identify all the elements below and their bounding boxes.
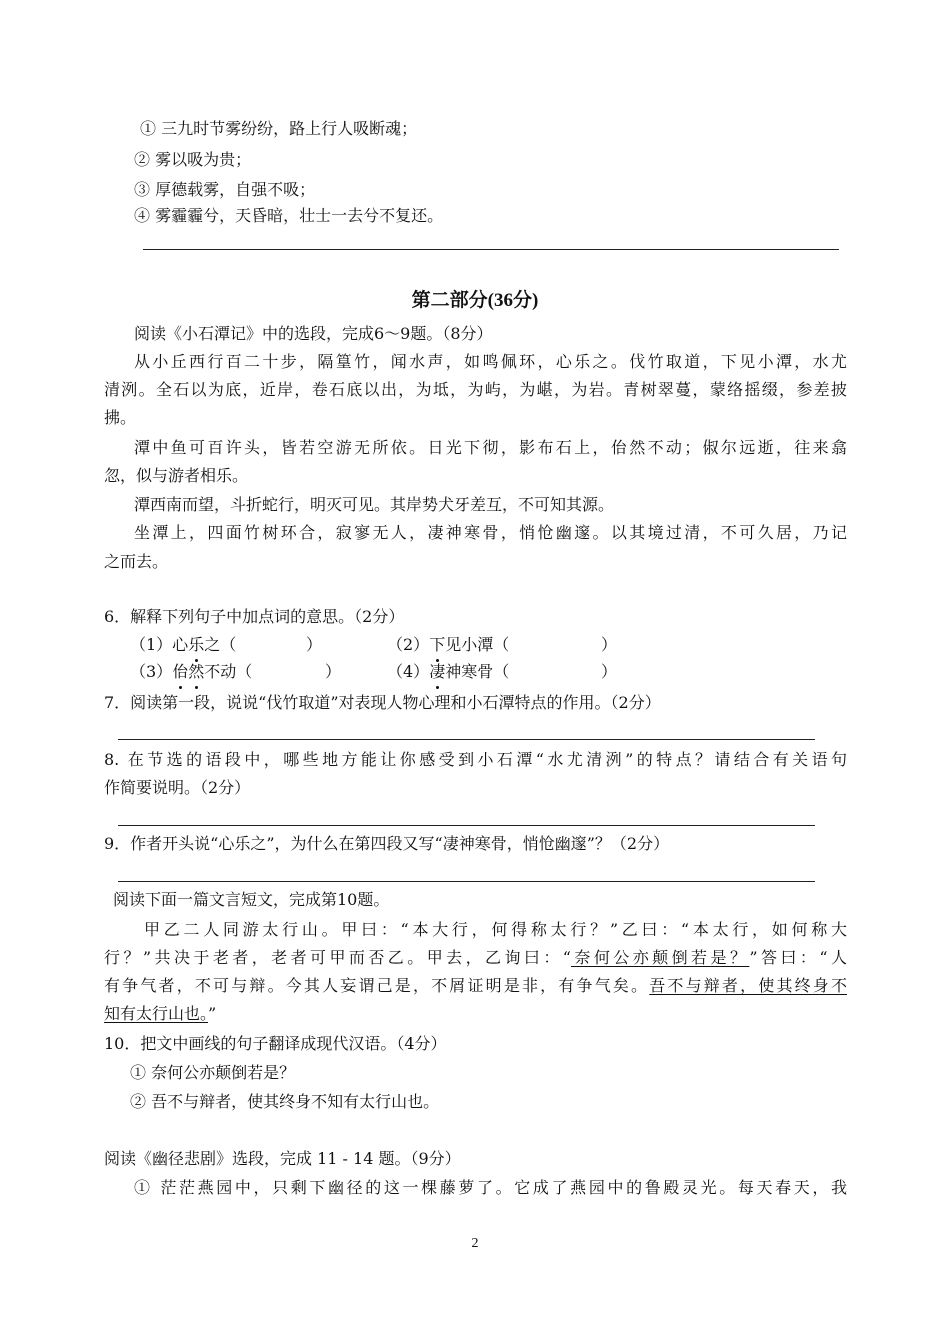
- passage-line: 潭西南而望，斗折蛇行，明灭可见。其岸势犬牙差互，不可知其源。: [134, 495, 615, 514]
- passage-line: 之而去。: [104, 552, 169, 571]
- question-8: 8. 在节选的语段中，哪些地方能让你感受到小石潭“水尤清洌”的特点？请结合有关语句: [104, 750, 847, 769]
- question-9: 9．作者开头说“心乐之”，为什么在第四段又写“凄神寒骨，悄怆幽邃”？（2分）: [104, 834, 670, 853]
- option-3: ③ 厚德载雾，自强不吸；: [134, 180, 316, 199]
- passage-line: 拂。: [104, 408, 137, 427]
- q10-sentence-1: ① 奈何公亦颠倒若是？: [130, 1063, 296, 1082]
- question-8-cont: 作简要说明。（2分）: [104, 778, 251, 797]
- passage-line: 潭中鱼可百许头，皆若空游无所依。日光下彻，影布石上，佁然不动；俶尔远逝，往来翕: [134, 438, 847, 457]
- q6-item-1: （1）心乐之（: [130, 635, 237, 654]
- passage-line: ① 茫茫燕园中，只剩下幽径的这一棵藤萝了。它成了燕园中的鲁殿灵光。每天春天，我: [134, 1178, 847, 1197]
- option-1: ① 三九时节雾纷纷，路上行人吸断魂；: [140, 119, 418, 138]
- q6-item-4: （4）凄神寒骨（: [387, 662, 510, 681]
- passage-line: 坐潭上，四面竹树环合，寂寥无人，凄神寒骨，悄怆幽邃。以其境过清，不可久居，乃记: [134, 523, 847, 542]
- q10-sentence-2: ② 吾不与辩者，使其终身不知有太行山也。: [130, 1092, 440, 1111]
- page-number: 2: [471, 1236, 479, 1251]
- q6-item-4-close: ）: [601, 662, 618, 681]
- passage-line: 知有太行山也。”: [104, 1004, 217, 1023]
- q6-item-1-close: ）: [306, 635, 323, 654]
- answer-line: [118, 825, 815, 826]
- underlined-sentence-1: 奈何公亦颠倒若是？: [570, 948, 750, 967]
- passage-line: 有争气者，不可与辩。今其人妄谓己是，不屑证明是非，有争气矣。吾不与辩者，使其终身不: [104, 976, 847, 995]
- passage-line: 忽，似与游者相乐。: [104, 466, 249, 485]
- answer-line: [118, 739, 815, 740]
- option-4: ④ 雾霾霾兮，天昏暗，壮士一去兮不复还。: [134, 206, 444, 225]
- question-7: 7．阅读第一段，说说“伐竹取道”对表现人物心理和小石潭特点的作用。（2分）: [104, 693, 661, 712]
- q6-item-2-close: ）: [601, 635, 618, 654]
- reading-intro: 阅读《小石潭记》中的选段，完成6～9题。（8分）: [134, 324, 493, 343]
- reading-intro-3: 阅读《幽径悲剧》选段，完成 11 - 14 题。（9分）: [104, 1149, 461, 1168]
- question-6: 6．解释下列句子中加点词的意思。（2分）: [104, 607, 405, 626]
- passage-line: 清洌。全石以为底，近岸，卷石底以出，为坻，为屿，为嵁，为岩。青树翠蔓，蒙络摇缀，参差披: [104, 380, 847, 399]
- passage-line: 甲乙二人同游太行山。甲曰：“本大行，何得称太行？”乙曰：“本太行，如何称大: [144, 920, 847, 939]
- q6-item-3: （3）佁然不动（: [130, 662, 253, 681]
- passage-line: 从小丘西行百二十步，隔篁竹，闻水声，如鸣佩环，心乐之。伐竹取道，下见小潭，水尤: [134, 352, 847, 371]
- answer-line: [118, 881, 815, 882]
- passage-line: 行？”共决于老者，老者可甲而否乙。甲去，乙询曰：“奈何公亦颠倒若是？”答曰：“人: [104, 948, 847, 967]
- answer-line: [143, 249, 839, 250]
- q6-item-2: （2）下见小潭（: [387, 635, 510, 654]
- option-2: ② 雾以吸为贵；: [134, 150, 252, 169]
- q6-item-3-close: ）: [325, 662, 342, 681]
- reading-intro-2: 阅读下面一篇文言短文，完成第10题。: [113, 890, 390, 909]
- question-10: 10．把文中画线的句子翻译成现代汉语。（4分）: [104, 1034, 447, 1053]
- section-title: 第二部分(36分): [411, 290, 539, 311]
- underlined-sentence-2: 吾不与辩者，使其终身不: [649, 976, 847, 995]
- underlined-sentence-2-cont: 知有太行山也。: [104, 1004, 209, 1023]
